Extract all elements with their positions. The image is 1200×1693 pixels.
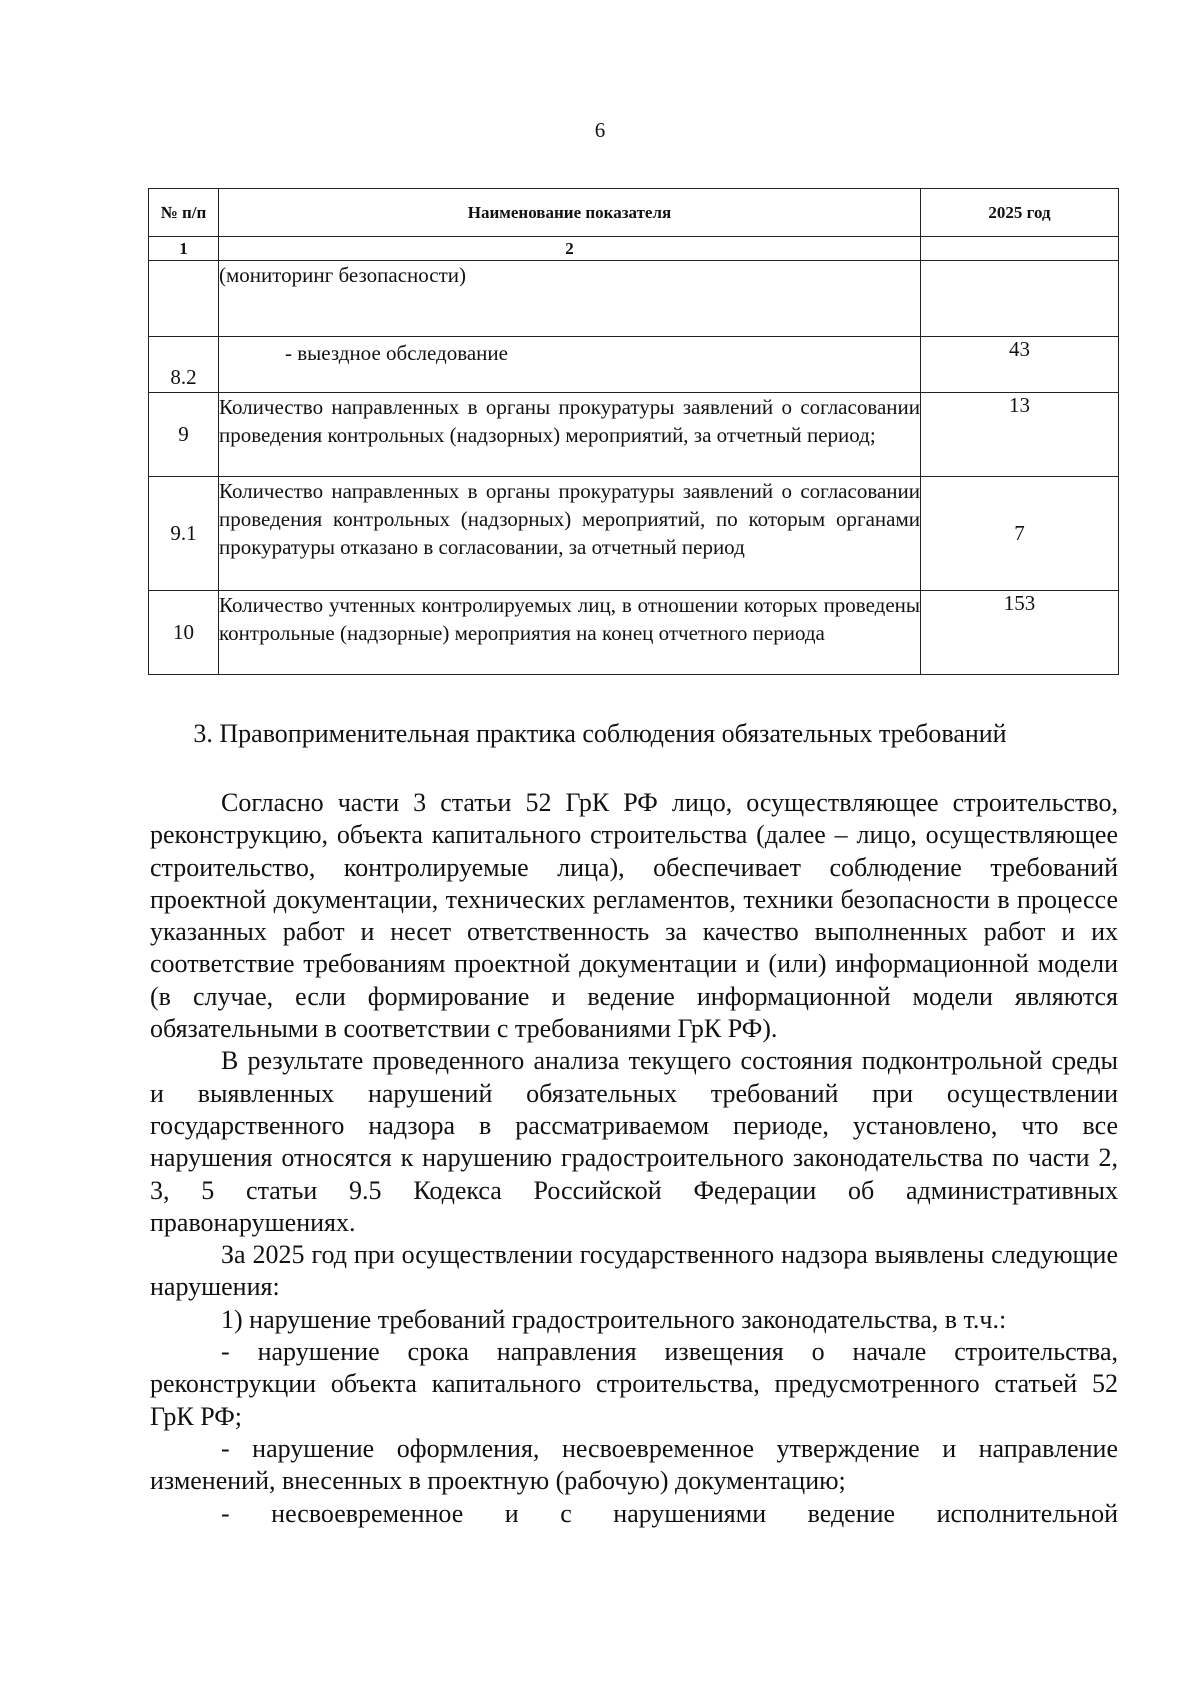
row-number <box>149 261 219 337</box>
header-indicator-name: Наименование показателя <box>219 189 921 237</box>
row-number: 8.2 <box>149 337 219 393</box>
row-number: 9.1 <box>149 477 219 591</box>
table-header-row <box>149 189 1119 237</box>
list-item: - нарушение оформления, несвоевременное утверждение и направление изменений, внесенных в проектную (рабочую) документацию; <box>150 1433 1118 1496</box>
column-number-row <box>149 237 1119 261</box>
section-heading: 3. Правоприменительная практика соблюдения обязательных требований <box>193 719 1007 748</box>
table-row <box>149 393 1119 477</box>
table-row <box>149 591 1119 675</box>
row-indicator-name: (мониторинг безопасности) <box>219 261 921 337</box>
paragraph: В результате проведенного анализа текущего состояния подконтрольной среды и выявленных нарушений обязательных требований при осуществлении государственного надзора в рассматриваемом периоде, установлено, что все нарушения относятся к нарушению градостроительного законодательства по части 2, 3, 5 статьи 9.5 Кодекса Российской Федерации об административных правонарушениях. <box>150 1046 1118 1237</box>
row-indicator-name: Количество учтенных контролируемых лиц, в отношении которых проведены контрольные (надзорные) мероприятия на конец отчетного периода <box>219 591 921 675</box>
list-item: - нарушение срока направления извещения о начале строительства, реконструкции объекта капитального строительства, предусмотренного статьей 52 ГрК РФ; <box>150 1337 1118 1431</box>
paragraph: Согласно части 3 статьи 52 ГрК РФ лицо, осуществляющее строительство, реконструкцию, объекта капитального строительства (далее – лицо, осуществляющее строительство, контролируемые лица), обеспечивает соблюдение требований проектной документации, технических регламентов, техники безопасности в процессе указанных работ и несет ответственность за качество выполненных работ и их соответствие требованиям проектной документации и (или) информационной модели (в случае, если формирование и ведение информационной модели являются обязательными в соответствии с требованиями ГрК РФ). <box>150 788 1118 1044</box>
indicators-table <box>148 188 1119 675</box>
row-value: 153 <box>921 591 1119 675</box>
table-row <box>149 337 1119 393</box>
paragraph: За 2025 год при осуществлении государственного надзора выявлены следующие нарушения: <box>150 1240 1118 1302</box>
header-year: 2025 год <box>921 189 1119 237</box>
table-row <box>149 261 1119 337</box>
header-number: № п/п <box>149 189 219 237</box>
paragraph: 1) нарушение требований градостроительного законодательства, в т.ч.: <box>221 1304 1007 1334</box>
row-value: 13 <box>921 393 1119 477</box>
body-text <box>150 787 1118 1530</box>
row-value: 43 <box>921 337 1119 393</box>
row-number: 9 <box>149 393 219 477</box>
page-number: 6 <box>594 118 606 142</box>
row-indicator-name: Количество направленных в органы прокуратуры заявлений о согласовании проведения контрольных (надзорных) мероприятий, по которым органами прокуратуры отказано в согласовании, за отчетный период <box>219 477 921 591</box>
row-value <box>921 261 1119 337</box>
row-number: 10 <box>149 591 219 675</box>
table-row <box>149 477 1119 591</box>
list-item: - несвоевременное и с нарушениями ведение исполнительной <box>221 1498 1118 1528</box>
column-number-3 <box>921 237 1119 261</box>
row-indicator-name: Количество направленных в органы прокуратуры заявлений о согласовании проведения контрольных (надзорных) мероприятий, за отчетный период; <box>219 393 921 477</box>
row-indicator-name: - выездное обследование <box>219 337 921 393</box>
row-value: 7 <box>921 477 1119 591</box>
column-number-1: 1 <box>149 237 219 261</box>
column-number-2: 2 <box>219 237 921 261</box>
